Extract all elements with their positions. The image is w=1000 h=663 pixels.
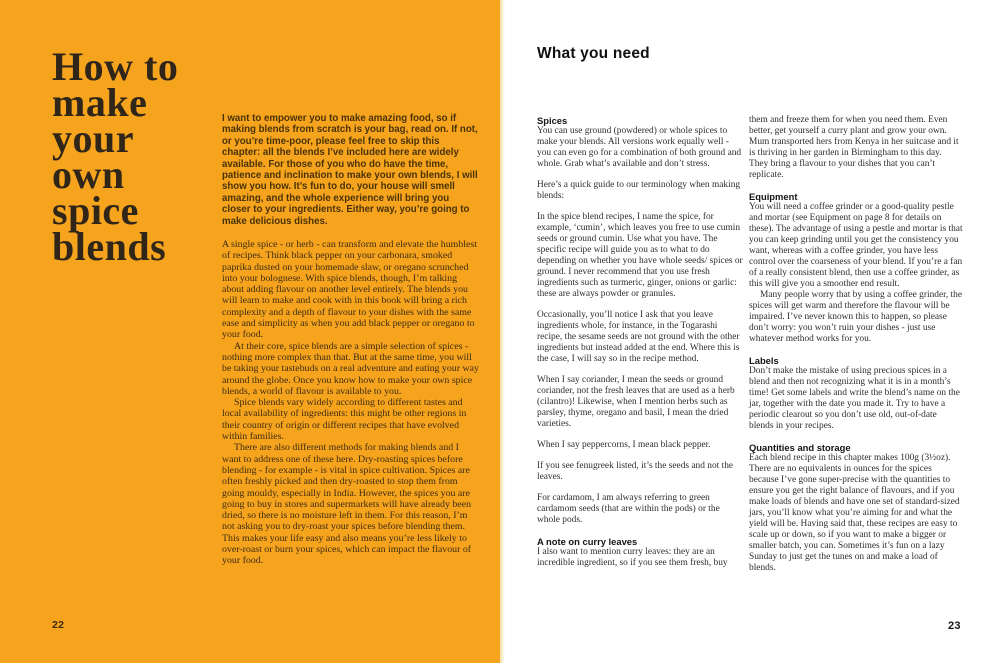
body-paragraph: A single spice - or herb - can transform and elevate the humblest of recipes. Think black pepper on your carbonara, smoked paprika dusted on your homemade slaw, or oregano scrunched into your bolognese. With spice blends, though, I’m talking about adding flavour on another level entirely. The blends you will learn to make and cook with in this book will bring a rich complexity and a depth of flavour to your dishes with the same ease and simplicity as when you add black pepper or oregano to your food. <box>222 239 478 341</box>
page-number-left: 22 <box>52 619 65 631</box>
body-paragraph: When I say coriander, I mean the seeds or ground coriander, not the fresh leaves that are used as a herb (cilantro)! Likewise, when I mention herbs such as parsley, thyme, oregano and basil, I mean the dried varieties. <box>537 375 735 429</box>
body-paragraph: them and freeze them for when you need them. Even better, get yourself a curry plant and grow your own. Mum transported hers from Kenya in her suitcase and it is thriving in her garden in Birmingham to this day. They bring a flavour to your dishes that you can’t replicate. <box>749 115 959 180</box>
page-number-right: 23 <box>948 620 961 632</box>
chapter-title-line: spice <box>52 187 139 233</box>
chapter-title-line: own <box>52 151 125 197</box>
body-paragraph: You can use ground (powdered) or whole spices to make your blends. All versions work equally well - you can even go for a combination of both ground and whole. Grab what’s available and don’t stress. <box>537 126 742 169</box>
chapter-title-line: How to <box>52 43 179 89</box>
body-paragraph: Here’s a quick guide to our terminology when making blends: <box>537 180 741 201</box>
body-paragraph: There are also different methods for making blends and I want to address one of these here. Dry-roasting spices before blending - for example - is vital in spice cultivation. Spices are often freshly picked and then dry-roasted to stop them from going mouldy, especially in India. However, the spices you are going to buy in stores and supermarkets will have already been dried, so there is no moisture left in them. For this reason, I’m not asking you to dry-roast your spices before blending them. This makes your life easy and also means you’re less likely to over-roast or burn your spices, which can impact the flavour of your food. <box>222 442 472 567</box>
chapter-title <box>52 43 179 269</box>
section-heading-quantities: Quantities and storage <box>749 442 851 453</box>
body-paragraph: Don’t make the mistake of using precious spices in a blend and then not recognizing what it is in a month’s time! Get some labels and write the blend’s name on the jar, together with the date you made it. Try to have a periodic clearout so you don’t use old, out-of-date blends in your recipes. <box>749 366 960 431</box>
page-title: What you need <box>537 44 650 62</box>
body-paragraph: You will need a coffee grinder or a good-quality pestle and mortar (see Equipment on page 8 for details on these). The advantage of using a pestle and mortar is that you can keep grinding until you get the consistency you want, whereas with a coffee grinder, you have less control over the coarseness of your blend. If you’re a fan of a really consistent blend, then use a coffee grinder, as this will give you a smoother end result. <box>749 202 963 289</box>
chapter-title-line: blends <box>52 223 167 269</box>
intro-paragraph: I want to empower you to make amazing food, so if making blends from scratch is your bag, read on. If not, or you’re time-poor, please feel free to skip this chapter: all the blends I’ve included here are widely available. For those of you who do have the time, patience and inclination to make your own blends, I will show you how. It’s fun to do, your house will smell amazing, and the whole experience will bring you closer to your ingredients. Either way, you’re going to make delicious dishes. <box>222 113 478 227</box>
left-body-text <box>222 239 480 567</box>
page-gutter <box>500 0 505 663</box>
body-paragraph: Occasionally, you’ll notice I ask that you leave ingredients whole, for instance, in the Togarashi recipe, the sesame seeds are not ground with the other ingredients but instead added at the end. Where this is the case, I will say so in the recipe method. <box>537 310 740 364</box>
body-paragraph: If you see fenugreek listed, it’s the seeds and not the leaves. <box>537 461 734 482</box>
body-paragraph: Spice blends vary widely according to different tastes and local availability of ingredients: this might be other regions in their country of origin or different recipes that have evolved within families. <box>222 397 467 443</box>
section-heading-labels: Labels <box>749 355 779 366</box>
body-paragraph: When I say peppercorns, I mean black pepper. <box>537 440 711 450</box>
body-paragraph: Each blend recipe in this chapter makes 100g (3½oz). There are no equivalents in ounces for the spices because I’ve gone super-precise with the quantities to ensure you get the right balance of flavours, and if you make loads of blends and have one set of standard-sized jars, you’ll know what you’re aiming for and what the yield will be. Having said that, these recipes are easy to scale up or down, so if you want to make a bigger or smaller batch, you can. Sometimes it’s fun on a lazy Sunday to just get the tunes on and make a load of blends. <box>749 453 960 573</box>
body-paragraph: I also want to mention curry leaves: they are an incredible ingredient, so if you see them fresh, buy <box>537 547 728 568</box>
body-paragraph: For cardamom, I am always referring to green cardamom seeds (that are within the pods) or the whole pods. <box>537 493 720 525</box>
section-heading-curry-leaves: A note on curry leaves <box>537 536 638 547</box>
text-column-right <box>749 115 963 584</box>
chapter-title-line: your <box>52 115 134 161</box>
section-heading-equipment: Equipment <box>749 191 798 202</box>
body-paragraph: At their core, spice blends are a simple selection of spices - nothing more complex than that. But at the same time, you will be taking your tastebuds on a real adventure and eating your way around the globe. Once you know how to make your own spice blends, a world of flavour is available to you. <box>222 340 479 397</box>
right-page <box>500 0 1000 663</box>
chapter-title-line: make <box>52 79 148 125</box>
section-heading-spices: Spices <box>537 115 568 126</box>
body-paragraph: Many people worry that by using a coffee grinder, the spices will get warm and therefore the flavour will be impaired. I’ve never known this to happen, so please don’t worry: you won’t ruin your dishes - just use whatever method works for you. <box>749 290 962 344</box>
body-paragraph: In the spice blend recipes, I name the spice, for example, ‘cumin’, which leaves you free to use cumin seeds or ground cumin. Use what you have. The specific recipe will guide you as to what to do depending on whether you have whole seeds/ spices or ground. I never recommend that you use fresh ingredients such as turmeric, ginger, onions or garlic: these are always powder or granules. <box>537 212 743 299</box>
text-column-left <box>537 115 744 579</box>
